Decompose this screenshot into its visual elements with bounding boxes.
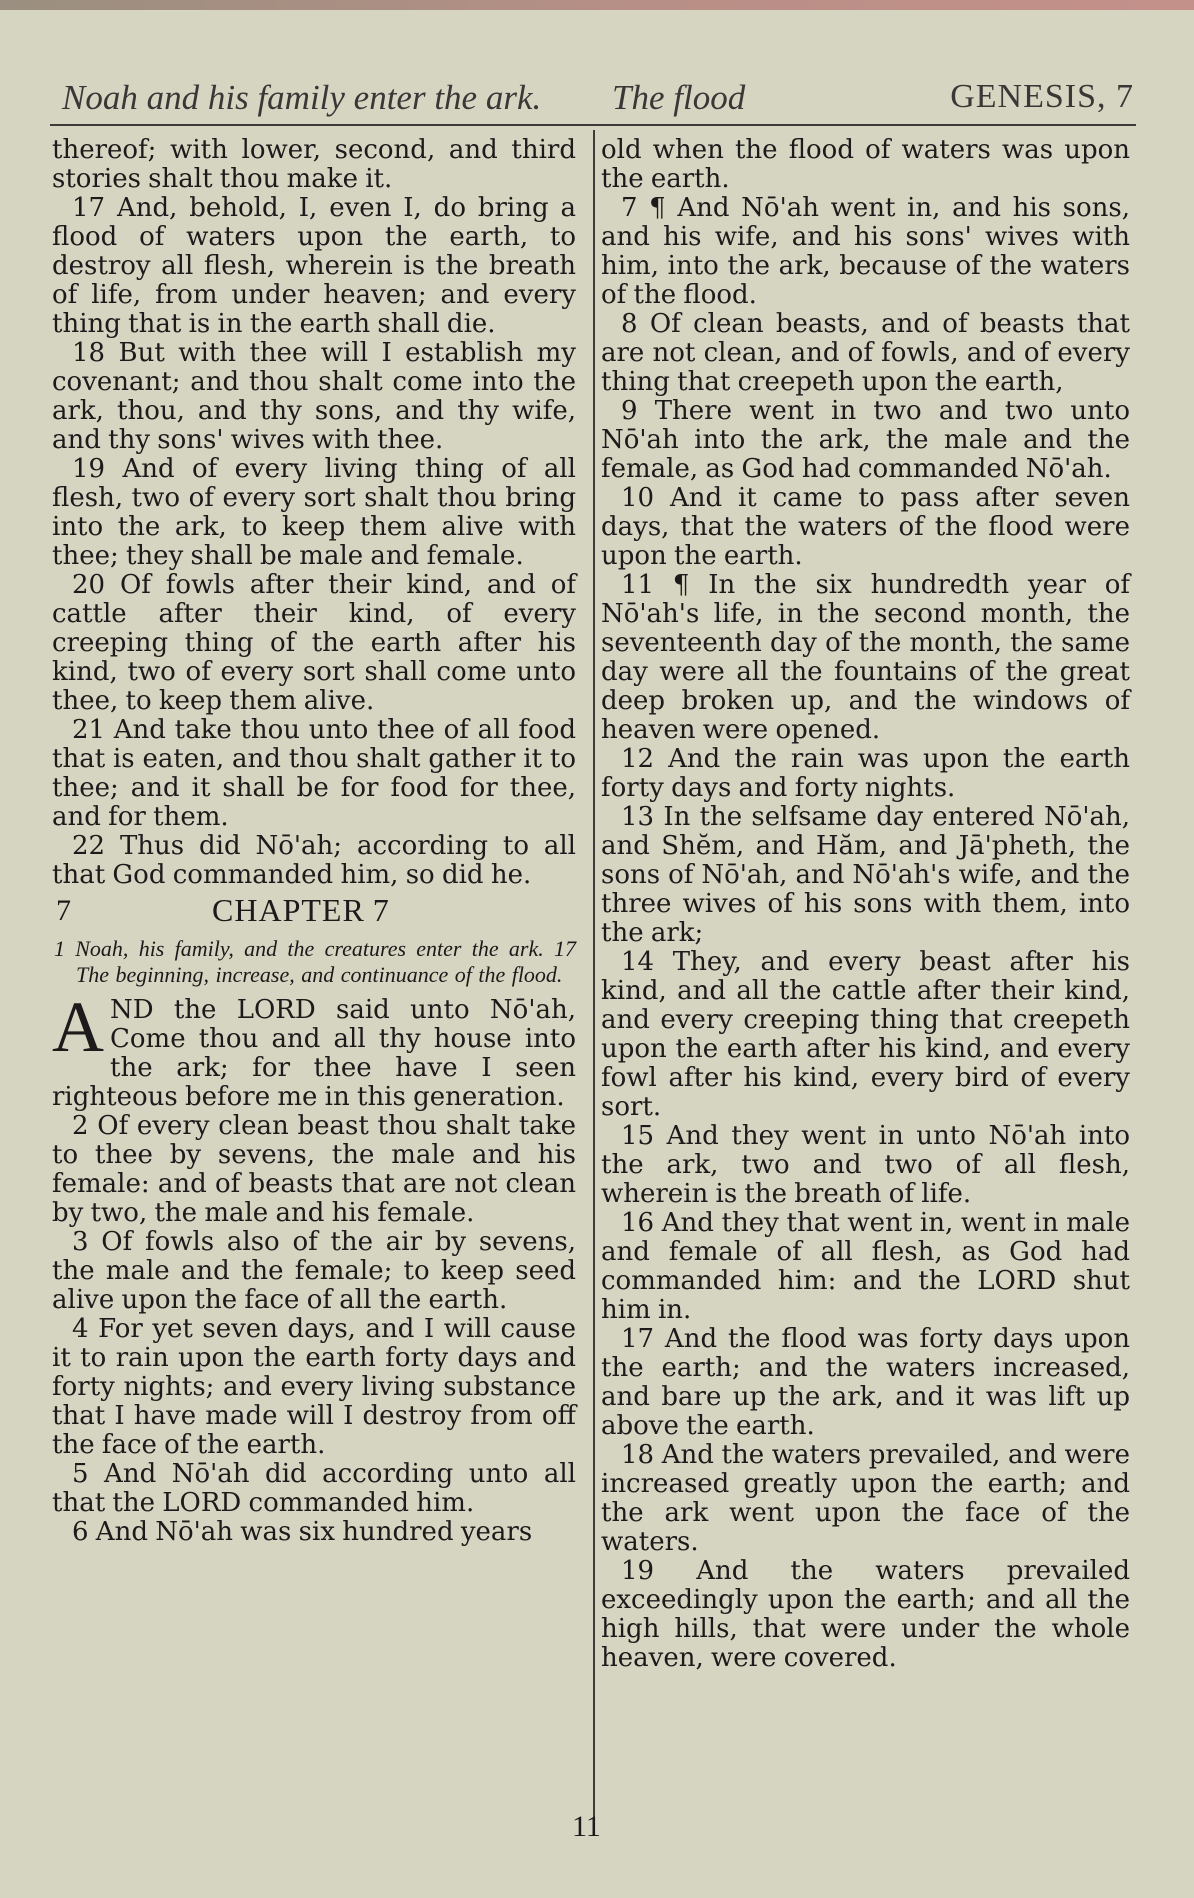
verse-20: 20 Of fowls after their kind, and of cattle after their kind, of every creeping thing of the earth after his kind, two of every sort shall come unto thee, to keep them alive. [52, 570, 576, 716]
verse-15: 15 And they went in unto Nō'ah into the ark, two and two of all flesh, wherein is the breath of life. [601, 1121, 1130, 1209]
verse-19: 19 And of every living thing of all flesh, two of every sort shalt thou bring into the ark, to keep them alive with thee; they shall be male and female. [52, 454, 576, 571]
verse-1-text: ND the LORD said unto Nō'ah, Come thou and all thy house into the ark; for thee have I seen righteous before me in this generation. [52, 995, 576, 1112]
verse-18-right: 18 And the waters prevailed, and were increased greatly upon the earth; and the ark went upon the face of the waters. [601, 1440, 1130, 1557]
verse-11: 11 ¶ In the six hundredth year of Nō'ah's life, in the second month, the seventeenth day of the month, the same day were all the fountains of the great deep broken up, and the windows of heaven were opened. [601, 570, 1130, 745]
running-header-left: Noah and his family enter the ark. [62, 78, 542, 117]
right-column [601, 136, 1130, 1673]
chapter-heading [52, 894, 576, 932]
verse-18: 18 But with thee will I establish my covenant; and thou shalt come into the ark, thou, and thy sons, and thy wife, and thy sons' wives with thee. [52, 338, 576, 455]
header-rule [50, 124, 1136, 126]
verse-17-right: 17 And the flood was forty days upon the earth; and the waters increased, and bare up the ark, and it was lift up above the earth. [601, 1324, 1130, 1441]
verse-3: 3 Of fowls also of the air by sevens, the male and the female; to keep seed alive upon the face of all the earth. [52, 1227, 576, 1315]
chapter-number: 7 [56, 894, 71, 927]
verse-4: 4 For yet seven days, and I will cause it to rain upon the earth forty days and forty nights; and every living substance that I have made will I destroy from off the face of the earth. [52, 1314, 576, 1460]
verse-12: 12 And the rain was upon the earth forty days and forty nights. [601, 744, 1130, 803]
verse-14: 14 They, and every beast after his kind, and all the cattle after their kind, and every creeping thing that creepeth upon the earth after his kind, and every fowl after his kind, every bird of every sort. [601, 947, 1130, 1122]
verse-13: 13 In the selfsame day entered Nō'ah, and Shĕm, and Hăm, and Jā'pheth, the sons of Nō'ah, and Nō'ah's wife, and the three wives of his sons with them, into the ark; [601, 802, 1130, 948]
page-top-edge [0, 0, 1194, 10]
chapter-summary: 1 Noah, his family, and the creatures enter the ark. 17 The beginning, increase, and continuance of the flood. [54, 936, 576, 987]
left-column [52, 136, 576, 1547]
page-number: 11 [572, 1810, 601, 1843]
verse-1 [52, 987, 576, 1112]
verse-8: 8 Of clean beasts, and of beasts that are not clean, and of fowls, and of every thing that creepeth upon the earth, [601, 309, 1130, 397]
verse-16-tail: thereof; with lower, second, and third stories shalt thou make it. [52, 135, 576, 194]
verse-9: 9 There went in two and two unto Nō'ah into the ark, the male and the female, as God had commanded Nō'ah. [601, 396, 1130, 484]
drop-cap: A [52, 987, 104, 1067]
column-divider [593, 130, 595, 1820]
verse-19-right: 19 And the waters prevailed exceedingly upon the earth; and all the high hills, that were under the whole heaven, were covered. [601, 1556, 1130, 1673]
running-header-center: The flood [612, 78, 746, 117]
running-header-book-chapter: GENESIS, 7 [950, 78, 1134, 115]
verse-10: 10 And it came to pass after seven days, that the waters of the flood were upon the earth. [601, 483, 1130, 571]
verse-6-tail: old when the flood of waters was upon the earth. [601, 135, 1130, 194]
verse-17: 17 And, behold, I, even I, do bring a flood of waters upon the earth, to destroy all flesh, wherein is the breath of life, from under heaven; and every thing that is in the earth shall die. [52, 193, 576, 339]
verse-21: 21 And take thou unto thee of all food that is eaten, and thou shalt gather it to thee; and it shall be for food for thee, and for them. [52, 715, 576, 832]
verse-22: 22 Thus did Nō'ah; according to all that God commanded him, so did he. [52, 831, 576, 890]
verse-5: 5 And Nō'ah did according unto all that the LORD commanded him. [52, 1459, 576, 1518]
verse-7: 7 ¶ And Nō'ah went in, and his sons, and his wife, and his sons' wives with him, into the ark, because of the waters of the flood. [601, 193, 1130, 310]
verse-2: 2 Of every clean beast thou shalt take to thee by sevens, the male and his female: and of beasts that are not clean by two, the male and his female. [52, 1111, 576, 1228]
chapter-title: CHAPTER 7 [212, 892, 390, 928]
verse-16: 16 And they that went in, went in male and female of all flesh, as God had commanded him: and the LORD shut him in. [601, 1208, 1130, 1325]
verse-6-start: 6 And Nō'ah was six hundred years [72, 1517, 533, 1547]
